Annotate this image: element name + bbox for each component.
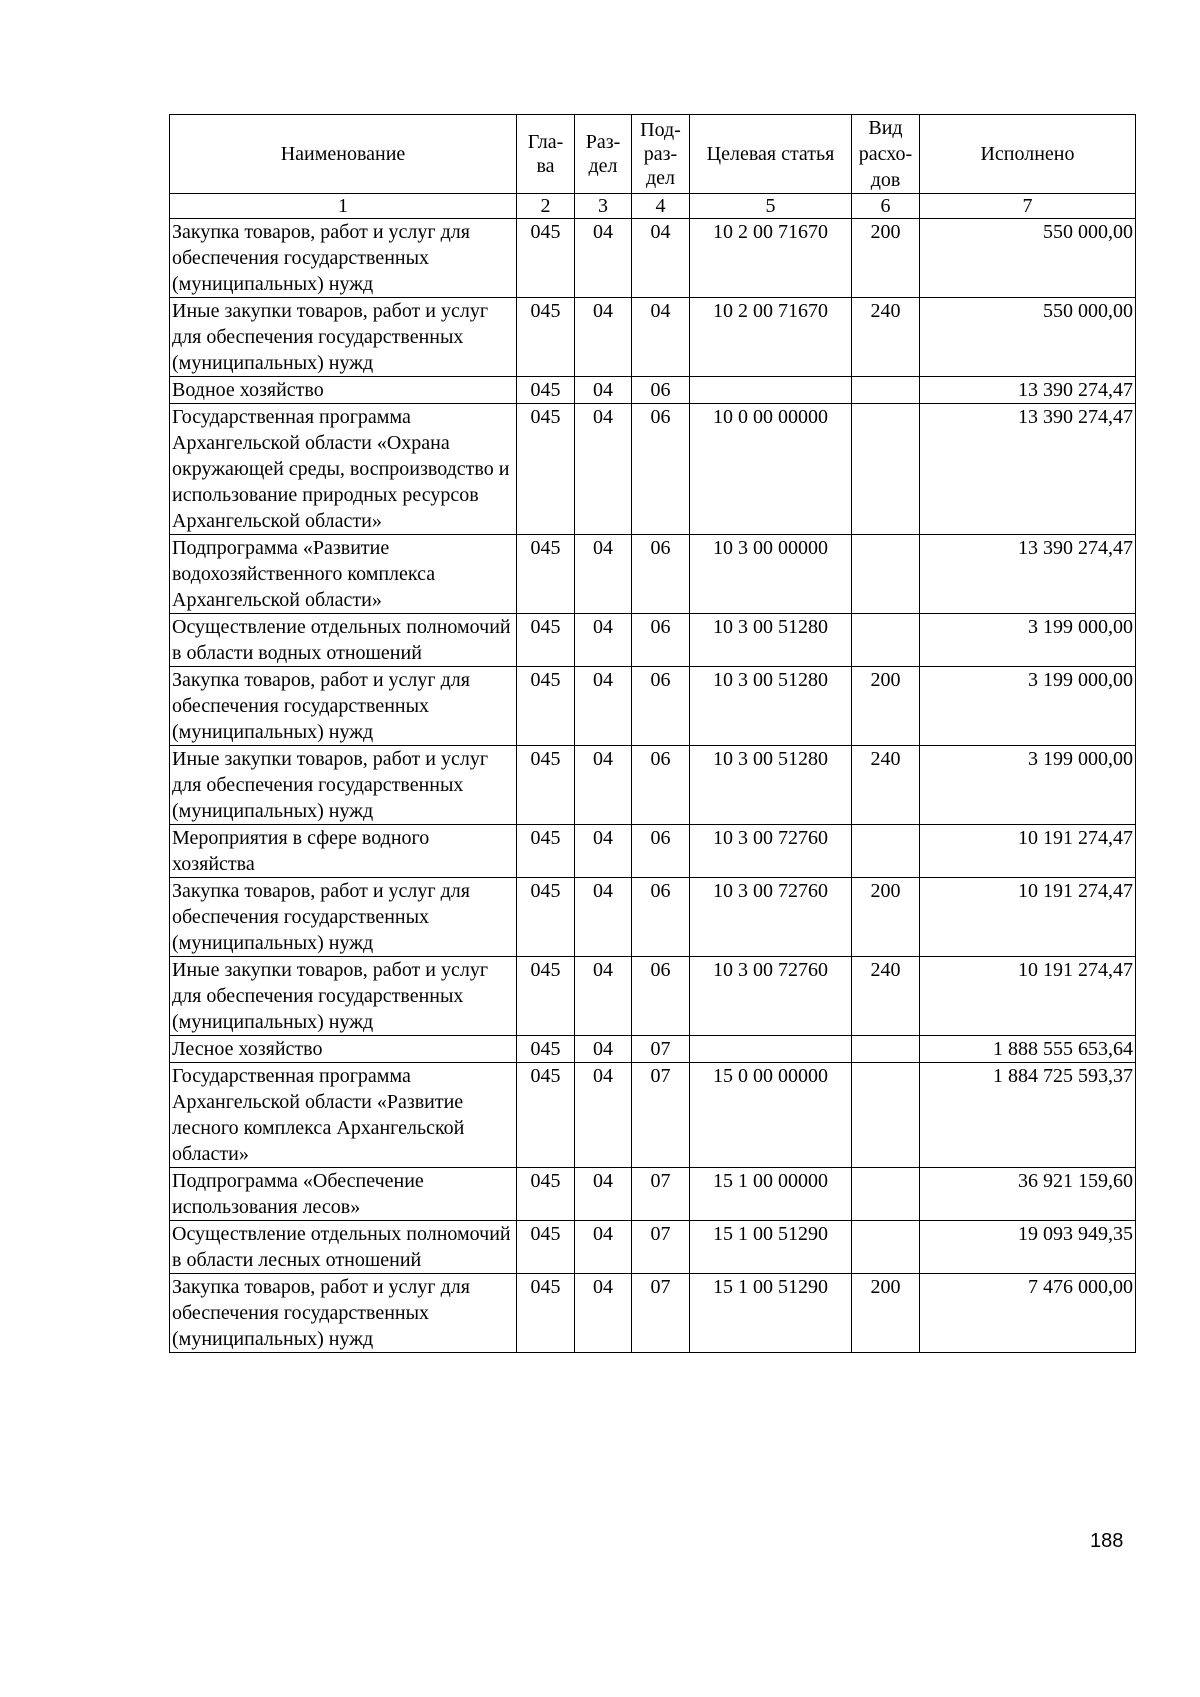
table-row (170, 1221, 1136, 1274)
cell-glava: 045 (517, 404, 575, 535)
cell-razdel: 04 (575, 614, 632, 667)
table-row (170, 1036, 1136, 1063)
cell-tselevaya: 10 3 00 51280 (690, 746, 852, 825)
cell-amount: 550 000,00 (920, 219, 1136, 298)
cell-vid (852, 614, 920, 667)
cell-vid: 240 (852, 957, 920, 1036)
header-podrazdel-line: Под- (640, 119, 681, 141)
header-vid-line: расхо- (858, 143, 913, 165)
cell-name: Иные закупки товаров, работ и услуг для обеспечения государственных (муниципальных) нужд (170, 298, 517, 377)
cell-razdel: 04 (575, 1221, 632, 1274)
cell-glava: 045 (517, 667, 575, 746)
cell-amount: 19 093 949,35 (920, 1221, 1136, 1274)
cell-glava: 045 (517, 377, 575, 404)
cell-podrazdel: 06 (632, 957, 690, 1036)
cell-podrazdel: 06 (632, 746, 690, 825)
cell-amount: 13 390 274,47 (920, 404, 1136, 535)
cell-amount: 3 199 000,00 (920, 667, 1136, 746)
cell-podrazdel: 06 (632, 404, 690, 535)
cell-tselevaya: 10 3 00 51280 (690, 667, 852, 746)
cell-tselevaya: 10 3 00 00000 (690, 535, 852, 614)
cell-vid (852, 404, 920, 535)
cell-podrazdel: 04 (632, 219, 690, 298)
cell-amount: 13 390 274,47 (920, 377, 1136, 404)
header-tselevaya: Целевая статья (690, 115, 852, 194)
column-number: 1 (170, 194, 517, 219)
cell-glava: 045 (517, 1063, 575, 1168)
header-vid (852, 115, 920, 194)
cell-name: Подпрограмма «Обеспечение использования лесов» (170, 1168, 517, 1221)
cell-razdel: 04 (575, 535, 632, 614)
cell-tselevaya: 15 1 00 00000 (690, 1168, 852, 1221)
table-row (170, 825, 1136, 878)
cell-glava: 045 (517, 746, 575, 825)
cell-razdel: 04 (575, 404, 632, 535)
cell-amount: 10 191 274,47 (920, 825, 1136, 878)
cell-glava: 045 (517, 219, 575, 298)
table-row (170, 667, 1136, 746)
cell-podrazdel: 07 (632, 1221, 690, 1274)
column-number: 7 (920, 194, 1136, 219)
cell-vid: 200 (852, 219, 920, 298)
table-row (170, 298, 1136, 377)
header-name: Наименование (170, 115, 517, 194)
header-row (170, 115, 1136, 194)
table-body (170, 219, 1136, 1353)
cell-vid (852, 1036, 920, 1063)
table-row (170, 614, 1136, 667)
table-row (170, 377, 1136, 404)
cell-podrazdel: 06 (632, 878, 690, 957)
header-razdel-line: дел (588, 155, 618, 177)
cell-vid: 200 (852, 667, 920, 746)
column-number: 3 (575, 194, 632, 219)
cell-vid (852, 1221, 920, 1274)
cell-glava: 045 (517, 1221, 575, 1274)
cell-tselevaya (690, 377, 852, 404)
cell-amount: 10 191 274,47 (920, 957, 1136, 1036)
cell-vid: 200 (852, 878, 920, 957)
cell-name: Закупка товаров, работ и услуг для обеспечения государственных (муниципальных) нужд (170, 878, 517, 957)
cell-name: Осуществление отдельных полномочий в области лесных отношений (170, 1221, 517, 1274)
table-row (170, 1063, 1136, 1168)
cell-name: Лесное хозяйство (170, 1036, 517, 1063)
cell-razdel: 04 (575, 957, 632, 1036)
cell-tselevaya: 10 3 00 72760 (690, 825, 852, 878)
cell-tselevaya: 15 0 00 00000 (690, 1063, 852, 1168)
cell-podrazdel: 07 (632, 1036, 690, 1063)
header-podrazdel (632, 115, 690, 194)
cell-amount: 10 191 274,47 (920, 878, 1136, 957)
header-glava-line: ва (536, 155, 555, 177)
table-row (170, 404, 1136, 535)
header-razdel (575, 115, 632, 194)
cell-name: Мероприятия в сфере водного хозяйства (170, 825, 517, 878)
cell-tselevaya: 10 3 00 72760 (690, 957, 852, 1036)
table-row (170, 535, 1136, 614)
page-number: 188 (1090, 1530, 1124, 1552)
header-podrazdel-line: дел (645, 167, 676, 189)
header-vid-line: Вид (868, 117, 903, 139)
header-podrazdel-line: раз- (643, 143, 678, 165)
cell-podrazdel: 07 (632, 1063, 690, 1168)
header-ispolneno: Исполнено (920, 115, 1136, 194)
cell-razdel: 04 (575, 1036, 632, 1063)
cell-vid: 200 (852, 1274, 920, 1353)
cell-amount: 7 476 000,00 (920, 1274, 1136, 1353)
cell-name: Подпрограмма «Развитие водохозяйственного комплекса Архангельской области» (170, 535, 517, 614)
cell-name: Иные закупки товаров, работ и услуг для обеспечения государственных (муниципальных) нужд (170, 746, 517, 825)
cell-name: Осуществление отдельных полномочий в области водных отношений (170, 614, 517, 667)
cell-glava: 045 (517, 1168, 575, 1221)
cell-razdel: 04 (575, 667, 632, 746)
cell-vid (852, 535, 920, 614)
table-row (170, 878, 1136, 957)
cell-amount: 13 390 274,47 (920, 535, 1136, 614)
cell-razdel: 04 (575, 1168, 632, 1221)
cell-name: Закупка товаров, работ и услуг для обеспечения государственных (муниципальных) нужд (170, 1274, 517, 1353)
cell-tselevaya: 10 0 00 00000 (690, 404, 852, 535)
column-number-row (170, 194, 1136, 219)
cell-podrazdel: 06 (632, 667, 690, 746)
header-vid-line: дов (870, 169, 901, 191)
cell-amount: 3 199 000,00 (920, 746, 1136, 825)
cell-amount: 550 000,00 (920, 298, 1136, 377)
cell-vid (852, 825, 920, 878)
column-number: 2 (517, 194, 575, 219)
cell-razdel: 04 (575, 377, 632, 404)
cell-razdel: 04 (575, 878, 632, 957)
cell-podrazdel: 07 (632, 1274, 690, 1353)
header-glava-line: Гла- (527, 131, 564, 153)
cell-glava: 045 (517, 298, 575, 377)
cell-glava: 045 (517, 1036, 575, 1063)
cell-podrazdel: 07 (632, 1168, 690, 1221)
cell-name: Иные закупки товаров, работ и услуг для обеспечения государственных (муниципальных) нужд (170, 957, 517, 1036)
cell-name: Государственная программа Архангельской области «Развитие лесного комплекса Архангельской области» (170, 1063, 517, 1168)
cell-tselevaya: 10 2 00 71670 (690, 298, 852, 377)
cell-glava: 045 (517, 825, 575, 878)
table-row (170, 957, 1136, 1036)
cell-amount: 1 884 725 593,37 (920, 1063, 1136, 1168)
header-razdel-line: Раз- (585, 131, 621, 153)
cell-vid (852, 377, 920, 404)
cell-glava: 045 (517, 535, 575, 614)
cell-podrazdel: 04 (632, 298, 690, 377)
cell-tselevaya: 10 3 00 51280 (690, 614, 852, 667)
column-number: 4 (632, 194, 690, 219)
cell-vid: 240 (852, 746, 920, 825)
table-row (170, 219, 1136, 298)
cell-razdel: 04 (575, 219, 632, 298)
cell-amount: 3 199 000,00 (920, 614, 1136, 667)
cell-name: Государственная программа Архангельской области «Охрана окружающей среды, воспроизводство и использование природных ресурсов Архангельской области» (170, 404, 517, 535)
column-number: 6 (852, 194, 920, 219)
cell-tselevaya: 10 3 00 72760 (690, 878, 852, 957)
cell-razdel: 04 (575, 1274, 632, 1353)
cell-name: Закупка товаров, работ и услуг для обеспечения государственных (муниципальных) нужд (170, 219, 517, 298)
cell-razdel: 04 (575, 746, 632, 825)
cell-vid: 240 (852, 298, 920, 377)
cell-glava: 045 (517, 1274, 575, 1353)
cell-vid (852, 1168, 920, 1221)
cell-glava: 045 (517, 614, 575, 667)
cell-razdel: 04 (575, 298, 632, 377)
cell-name: Водное хозяйство (170, 377, 517, 404)
cell-tselevaya: 10 2 00 71670 (690, 219, 852, 298)
header-glava (517, 115, 575, 194)
cell-glava: 045 (517, 957, 575, 1036)
cell-amount: 36 921 159,60 (920, 1168, 1136, 1221)
cell-podrazdel: 06 (632, 377, 690, 404)
cell-podrazdel: 06 (632, 825, 690, 878)
cell-tselevaya: 15 1 00 51290 (690, 1221, 852, 1274)
cell-vid (852, 1063, 920, 1168)
cell-tselevaya (690, 1036, 852, 1063)
cell-podrazdel: 06 (632, 535, 690, 614)
table-row (170, 1274, 1136, 1353)
cell-razdel: 04 (575, 1063, 632, 1168)
cell-name: Закупка товаров, работ и услуг для обеспечения государственных (муниципальных) нужд (170, 667, 517, 746)
cell-amount: 1 888 555 653,64 (920, 1036, 1136, 1063)
table-row (170, 746, 1136, 825)
cell-podrazdel: 06 (632, 614, 690, 667)
table-row (170, 1168, 1136, 1221)
cell-razdel: 04 (575, 825, 632, 878)
cell-glava: 045 (517, 878, 575, 957)
column-number: 5 (690, 194, 852, 219)
budget-execution-table (169, 114, 1136, 1353)
cell-tselevaya: 15 1 00 51290 (690, 1274, 852, 1353)
